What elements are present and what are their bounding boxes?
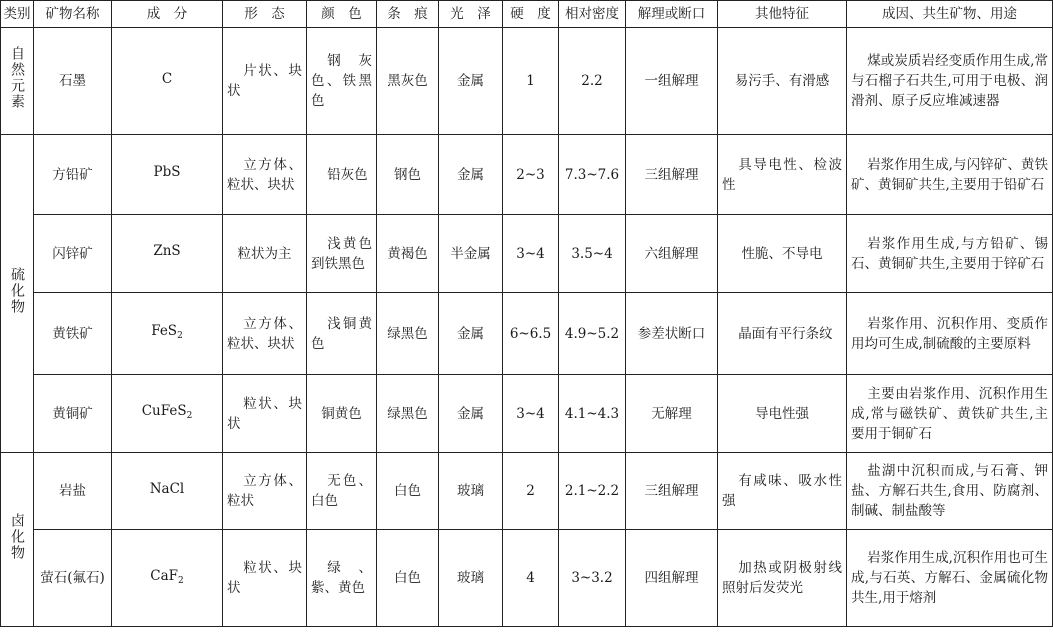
header-cleavage: 解理或断口 — [626, 1, 718, 28]
density: 3~3.2 — [559, 530, 626, 627]
streak: 绿黑色 — [377, 293, 439, 375]
mineral-name: 方铅矿 — [34, 135, 112, 215]
header-hardness: 硬 度 — [503, 1, 559, 28]
category-cell — [1, 135, 34, 453]
origin-use: 煤或炭质岩经变质作用生成,常与石榴子石共生,可用于电极、润滑剂、原子反应堆减速器 — [847, 28, 1053, 135]
mineral-name: 岩盐 — [34, 453, 112, 530]
other-features: 性脆、不导电 — [718, 215, 847, 293]
shape: 粒状、块状 — [223, 530, 307, 627]
header-color: 颜 色 — [307, 1, 377, 28]
other-features: 导电性强 — [718, 375, 847, 453]
hardness: 3~4 — [503, 215, 559, 293]
other-features: 易污手、有滑感 — [718, 28, 847, 135]
header-formula: 成 分 — [112, 1, 223, 28]
color: 浅黄色到铁黑色 — [307, 215, 377, 293]
hardness: 6~6.5 — [503, 293, 559, 375]
table-row — [1, 215, 1053, 293]
density: 3.5~4 — [559, 215, 626, 293]
cleavage: 三组解理 — [626, 453, 718, 530]
category-label: 硫化物 — [9, 266, 25, 315]
header-shape: 形 态 — [223, 1, 307, 28]
density: 4.9~5.2 — [559, 293, 626, 375]
shape: 立方体、粒状 — [223, 453, 307, 530]
header-density: 相对密度 — [559, 1, 626, 28]
cleavage: 参差状断口 — [626, 293, 718, 375]
luster: 金属 — [439, 28, 503, 135]
luster: 玻璃 — [439, 530, 503, 627]
category-cell — [1, 453, 34, 627]
density: 4.1~4.3 — [559, 375, 626, 453]
table-row — [1, 135, 1053, 215]
streak: 绿黑色 — [377, 375, 439, 453]
formula: CaF$_2$ — [112, 530, 223, 627]
header-other: 其他特征 — [718, 1, 847, 28]
mineral-name: 石墨 — [34, 28, 112, 135]
other-features: 晶面有平行条纹 — [718, 293, 847, 375]
density: 7.3~7.6 — [559, 135, 626, 215]
streak: 白色 — [377, 530, 439, 627]
color: 浅铜黄色 — [307, 293, 377, 375]
streak: 白色 — [377, 453, 439, 530]
shape: 粒状为主 — [223, 215, 307, 293]
formula: FeS$_2$ — [112, 293, 223, 375]
hardness: 2 — [503, 453, 559, 530]
luster: 半金属 — [439, 215, 503, 293]
luster: 金属 — [439, 135, 503, 215]
streak: 钢色 — [377, 135, 439, 215]
shape: 立方体、粒状、块状 — [223, 293, 307, 375]
table-row — [1, 375, 1053, 453]
shape: 立方体、粒状、块状 — [223, 135, 307, 215]
cleavage: 三组解理 — [626, 135, 718, 215]
shape: 片状、块状 — [223, 28, 307, 135]
cleavage: 四组解理 — [626, 530, 718, 627]
table-row — [1, 293, 1053, 375]
other-features: 有咸味、吸水性强 — [718, 453, 847, 530]
table-row — [1, 28, 1053, 135]
formula: C — [112, 28, 223, 135]
formula: CuFeS$_2$ — [112, 375, 223, 453]
mineral-name: 黄铁矿 — [34, 293, 112, 375]
color: 铅灰色 — [307, 135, 377, 215]
streak: 黑灰色 — [377, 28, 439, 135]
luster: 金属 — [439, 293, 503, 375]
header-name: 矿物名称 — [34, 1, 112, 28]
category-cell — [1, 28, 34, 135]
header-category: 类别 — [1, 1, 34, 28]
formula: PbS — [112, 135, 223, 215]
streak: 黄褐色 — [377, 215, 439, 293]
formula: ZnS — [112, 215, 223, 293]
hardness: 1 — [503, 28, 559, 135]
density: 2.2 — [559, 28, 626, 135]
mineral-name: 萤石(氟石) — [34, 530, 112, 627]
table-row — [1, 530, 1053, 627]
category-label: 自然元素 — [9, 46, 25, 110]
cleavage: 一组解理 — [626, 28, 718, 135]
origin-use: 主要由岩浆作用、沉积作用生成,常与磁铁矿、黄铁矿共生,主要用于铜矿石 — [847, 375, 1053, 453]
hardness: 4 — [503, 530, 559, 627]
mineral-name: 黄铜矿 — [34, 375, 112, 453]
shape: 粒状、块状 — [223, 375, 307, 453]
header-luster: 光 泽 — [439, 1, 503, 28]
formula: NaCl — [112, 453, 223, 530]
hardness: 2~3 — [503, 135, 559, 215]
luster: 玻璃 — [439, 453, 503, 530]
table-row — [1, 453, 1053, 530]
density: 2.1~2.2 — [559, 453, 626, 530]
other-features: 加热或阴极射线照射后发荧光 — [718, 530, 847, 627]
color: 绿、紫、黄色 — [307, 530, 377, 627]
cleavage: 无解理 — [626, 375, 718, 453]
hardness: 3~4 — [503, 375, 559, 453]
origin-use: 岩浆作用、沉积作用、变质作用均可生成,制硫酸的主要原料 — [847, 293, 1053, 375]
color: 铜黄色 — [307, 375, 377, 453]
cleavage: 六组解理 — [626, 215, 718, 293]
header-streak: 条 痕 — [377, 1, 439, 28]
origin-use: 岩浆作用生成,与方铅矿、锡石、黄铜矿共生,主要用于锌矿石 — [847, 215, 1053, 293]
mineral-name: 闪锌矿 — [34, 215, 112, 293]
origin-use: 盐湖中沉积而成,与石膏、钾盐、方解石共生,食用、防腐剂、制碱、制盐酸等 — [847, 453, 1053, 530]
category-label: 卤化物 — [9, 512, 25, 561]
origin-use: 岩浆作用生成,与闪锌矿、黄铁矿、黄铜矿共生,主要用于铅矿石 — [847, 135, 1053, 215]
header-row — [1, 1, 1053, 28]
other-features: 具导电性、检波性 — [718, 135, 847, 215]
header-use: 成因、共生矿物、用途 — [847, 1, 1053, 28]
color: 无色、白色 — [307, 453, 377, 530]
luster: 金属 — [439, 375, 503, 453]
origin-use: 岩浆作用生成,沉积作用也可生成,与石英、方解石、金属硫化物共生,用于熔剂 — [847, 530, 1053, 627]
color: 钢灰色、铁黑色 — [307, 28, 377, 135]
